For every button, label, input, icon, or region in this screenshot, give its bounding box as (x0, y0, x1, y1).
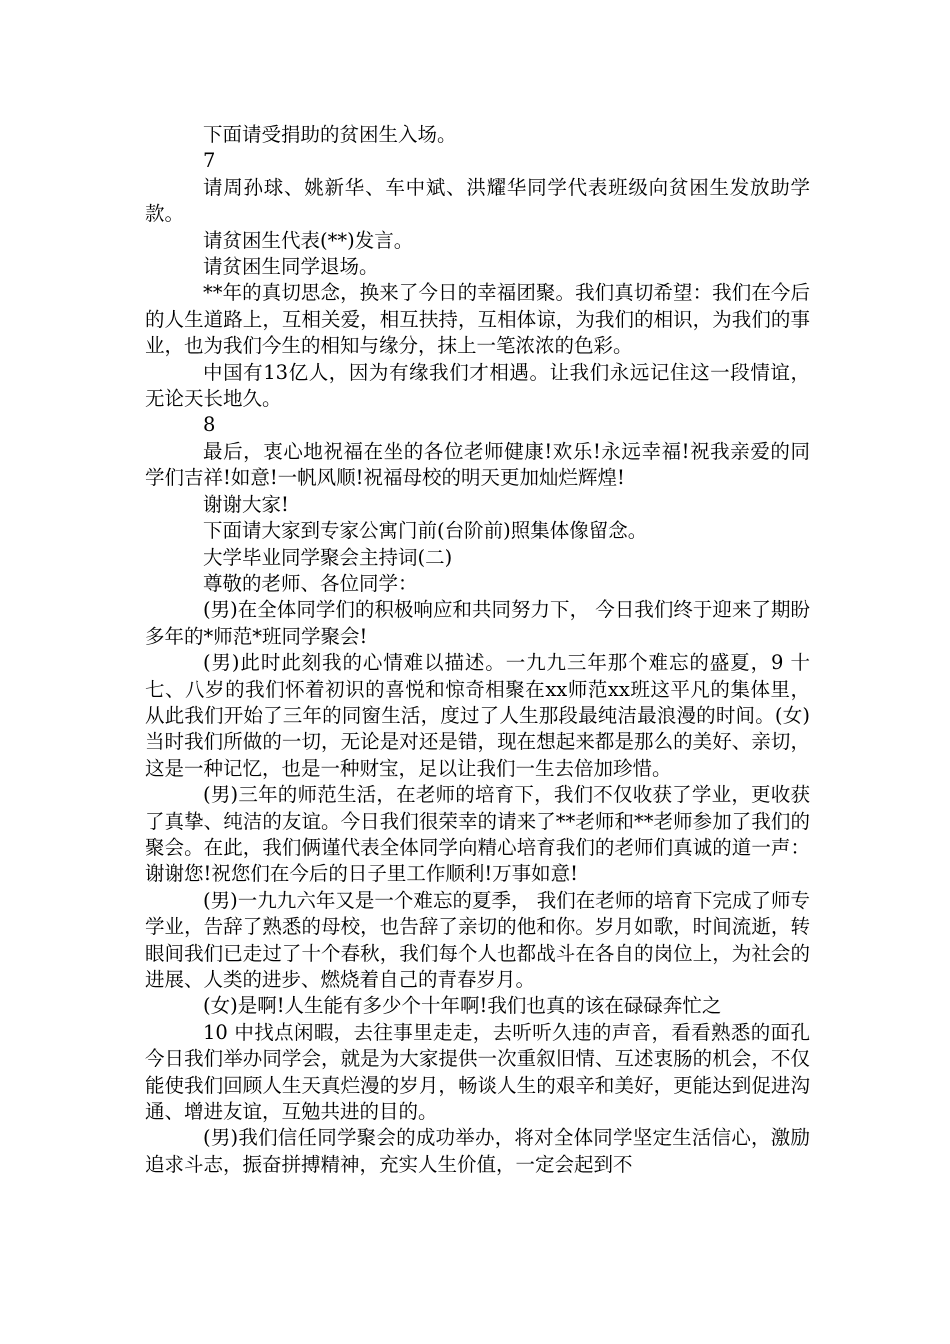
paragraph-5: 请贫困生同学退场。 (203, 255, 379, 279)
paragraph-19: 10 中找点闲暇，去往事里走走，去听听久违的声音，看看熟悉的面孔 今日我们举办同学会，就是为大家提供一次重叙旧情、互述衷肠的机会，不仅能使我们回顾人生天真烂漫的岁月，畅谈人生的艰辛和美好，更能达到促进沟通、增进友谊，互勉共进的目的。 (145, 1020, 810, 1124)
paragraph-4: 请贫困生代表(**)发言。 (203, 228, 414, 252)
paragraph-7: 中国有13亿人，因为有缘我们才相遇。让我们永远记住这一段情谊，无论天长地久。 (145, 360, 810, 411)
paragraph-9: 最后，衷心地祝福在坐的各位老师健康!欢乐!永远幸福!祝我亲爱的同学们吉祥!如意!一帆风顺!祝福母校的明天更加灿烂辉煌! (145, 439, 810, 490)
paragraph-10: 谢谢大家! (203, 492, 289, 516)
paragraph-18: (女)是啊!人生能有多少个十年啊!我们也真的该在碌碌奔忙之 (203, 994, 722, 1018)
salutation: 尊敬的老师、各位同学： (203, 571, 418, 595)
page-number-8: 8 (203, 413, 216, 437)
paragraph-17: (男)一九九六年又是一个难忘的夏季， 我们在老师的培育下完成了师专学业，告辞了熟悉的母校，也告辞了亲切的他和你。岁月如歌，时间流逝，转眼间我们已走过了十个春秋，我们每个人也都战斗在各自的岗位上，为社会的进展、人类的进步、燃烧着自己的青春岁月。 (145, 888, 810, 991)
section-heading: 大学毕业同学聚会主持词(二) (203, 545, 453, 569)
paragraph-16: (男)三年的师范生活，在老师的培育下，我们不仅收获了学业，更收获了真挚、纯洁的友谊。今日我们很荣幸的请来了**老师和**老师参加了我们的聚会。在此，我们俩谨代表全体同学向精心培育我们的老师们真诚的道一声：谢谢您!祝您们在今后的日子里工作顺利!万事如意! (145, 783, 810, 886)
paragraph-15: (男)此时此刻我的心情难以描述。一九九三年那个难忘的盛夏，9 十七、八岁的我们怀着初识的喜悦和惊奇相聚在xx师范xx班这平凡的集体里，从此我们开始了三年的同窗生活，度过了人生那段最纯洁最浪漫的时间。(女)当时我们所做的一切，无论是对还是错，现在想起来都是那么的美好、亲切，这是一种记忆，也是一种财宝，足以让我们一生去倍加珍惜。 (145, 651, 810, 780)
paragraph-11: 下面请大家到专家公寓门前(台阶前)照集体像留念。 (203, 519, 648, 543)
paragraph-6: **年的真切思念，换来了今日的幸福团聚。我们真切希望：我们在今后的人生道路上，互相关爱，相互扶持，互相体谅，为我们的相识，为我们的事业，也为我们今生的相知与缘分，抹上一笔浓浓的色彩。 (145, 281, 810, 358)
page-number-7: 7 (203, 149, 216, 173)
document-page (145, 122, 810, 1178)
paragraph-14: (男)在全体同学们的积极响应和共同努力下， 今日我们终于迎来了期盼多年的*师范*班同学聚会! (145, 598, 810, 648)
paragraph-1: 下面请受捐助的贫困生入场。 (203, 123, 457, 146)
paragraph-20: (男)我们信任同学聚会的成功举办，将对全体同学坚定生活信心，激励追求斗志，振奋拼搏精神，充实人生价值，一定会起到不 (145, 1126, 810, 1176)
paragraph-3: 请周孙球、姚新华、车中斌、洪耀华同学代表班级向贫困生发放助学款。 (145, 175, 810, 226)
